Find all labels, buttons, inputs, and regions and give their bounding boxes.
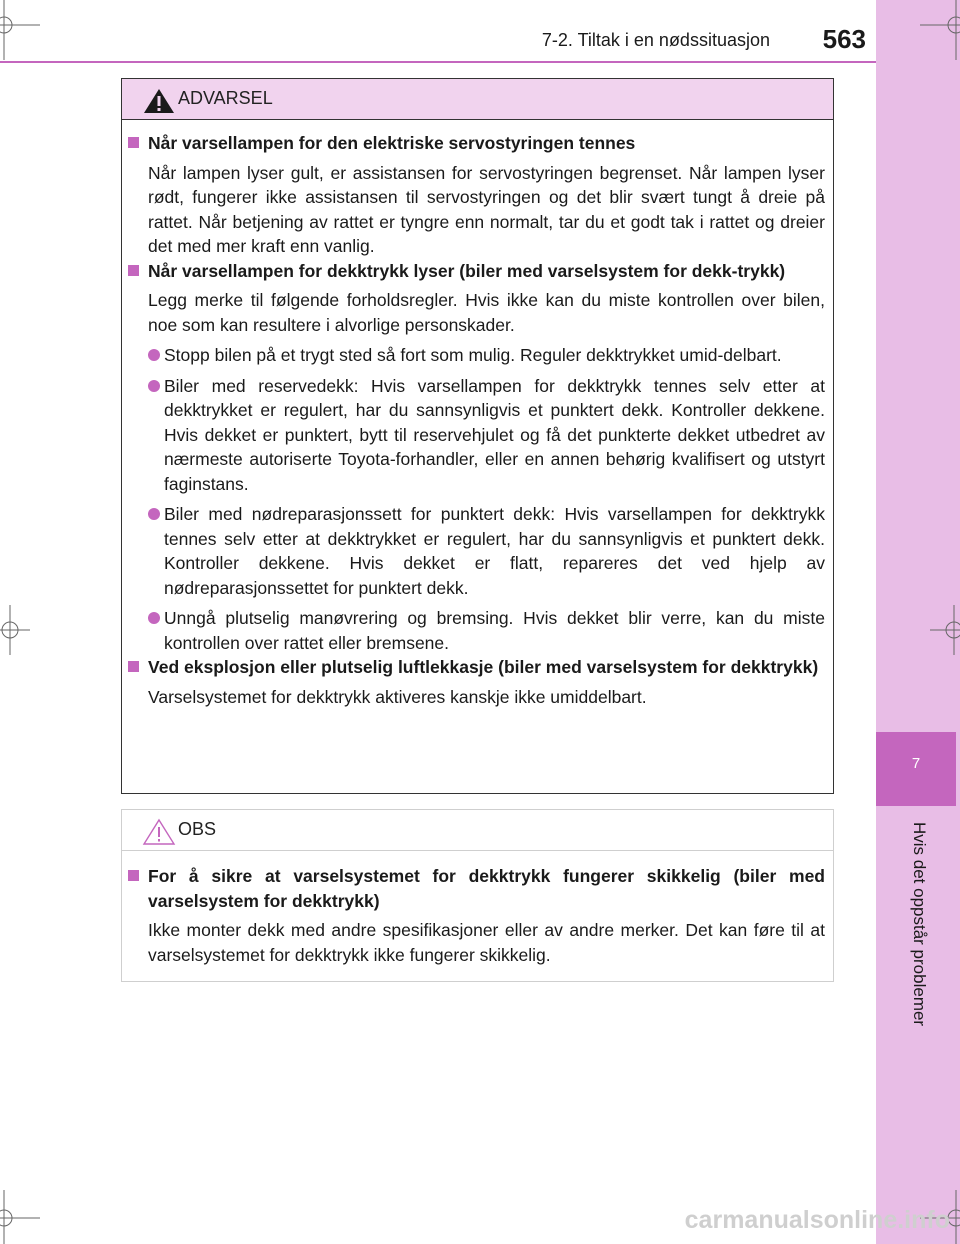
list-item-text: Unngå plutselig manøvrering og bremsing. Hvis dekket blir verre, kan du miste kontrollen over rattet eller bremsene. xyxy=(164,608,825,653)
warning-section xyxy=(128,131,825,259)
section-text: Varselsystemet for dekktrykk aktiveres kanskje ikke umiddelbart. xyxy=(148,686,647,707)
section-text: Når lampen lyser gult, er assistansen for servostyringen begrenset. Når lampen lyser rødt, fungerer ikke assistansen til servostyringen og det blir svært tungt å dreie på rattet. Når betjening av rattet er tyngre enn normalt, tar du et godt tak i rattet og dreier det med mer kraft enn vanlig. xyxy=(148,162,825,256)
warning-section xyxy=(128,655,825,709)
watermark: carmanualsonline.info xyxy=(684,1206,950,1234)
square-bullet-icon xyxy=(128,870,148,882)
note-section xyxy=(128,864,825,967)
warning-header xyxy=(122,79,833,120)
list-item-text: Biler med reservedekk: Hvis varsellampen for dekktrykk tennes selv etter at dekktrykket er regulert, har du sannsynligvis et punktert dekk. Kontroller dekkene. Hvis dekket er punktert, bytt til reservehjulet og få det punkterte dekket utbedret av nærmeste autoriserte Toyota-forhandler, eller en annen behørig kvalifisert og utstyrt faginstans. xyxy=(164,375,825,494)
square-bullet-icon xyxy=(128,137,148,149)
section-text: Legg merke til følgende forholdsregler. Hvis ikke kan du miste kontrollen over bilen, noe som kan resultere i alvorlige personskader. xyxy=(148,290,825,335)
list-item xyxy=(148,374,825,497)
crop-mark-icon xyxy=(920,0,960,60)
list-item xyxy=(148,502,825,600)
list-item xyxy=(148,343,825,368)
chapter-title: Hvis det oppstår problemer xyxy=(910,822,929,1027)
circle-bullet-icon xyxy=(148,343,164,361)
note-box xyxy=(121,809,834,982)
section-text: Ikke monter dekk med andre spesifikasjoner eller av andre merker. Det kan føre til at varselsystemet for dekktrykk ikke fungerer skikkelig. xyxy=(148,920,825,965)
circle-bullet-icon xyxy=(148,374,164,392)
warning-label: ADVARSEL xyxy=(178,88,273,108)
warning-triangle-icon xyxy=(142,87,176,115)
page-number: 563 xyxy=(822,24,866,54)
list-item-text: Biler med nødreparasjonssett for punktert dekk: Hvis varsellampen for dekktrykk tennes selv etter at dekktrykket er regulert, har du sannsynligvis et punktert dekk. Kontroller dekkene. Hvis dekket er flatt, repareres det ved hjelp av nødreparasjonssettet for punktert dekk. xyxy=(164,504,825,598)
circle-bullet-icon xyxy=(148,606,164,624)
section-heading: Når varsellampen for dekktrykk lyser (biler med varselsystem for dekk-trykk) xyxy=(148,260,786,281)
section-heading: For å sikre at varselsystemet for dekktrykk fungerer skikkelig (biler med varselsystem for dekktrykk) xyxy=(148,866,825,911)
chapter-number: 7 xyxy=(911,755,921,772)
warning-section xyxy=(128,259,825,656)
list-item xyxy=(148,606,825,655)
note-header xyxy=(122,810,833,851)
warning-content xyxy=(128,131,825,709)
crop-mark-icon xyxy=(0,1190,40,1244)
caution-triangle-icon xyxy=(142,818,176,846)
section-title: 7-2. Tiltak i en nødssituasjon xyxy=(541,30,770,50)
crop-mark-icon xyxy=(0,0,40,60)
square-bullet-icon xyxy=(128,265,148,277)
square-bullet-icon xyxy=(128,661,148,673)
warning-box xyxy=(121,78,834,794)
note-label: OBS xyxy=(178,819,217,839)
circle-bullet-icon xyxy=(148,502,164,520)
section-heading: Ved eksplosjon eller plutselig luftlekkasje (biler med varselsystem for dekktrykk) xyxy=(148,657,819,677)
section-heading: Når varsellampen for den elektriske servostyringen tennes xyxy=(148,133,636,153)
crop-mark-icon xyxy=(930,605,960,655)
list-item-text: Stopp bilen på et trygt sted så fort som mulig. Reguler dekktrykket umid-delbart. xyxy=(164,345,782,365)
crop-mark-icon xyxy=(0,605,30,655)
header-rule xyxy=(0,61,876,63)
note-content xyxy=(128,864,825,967)
